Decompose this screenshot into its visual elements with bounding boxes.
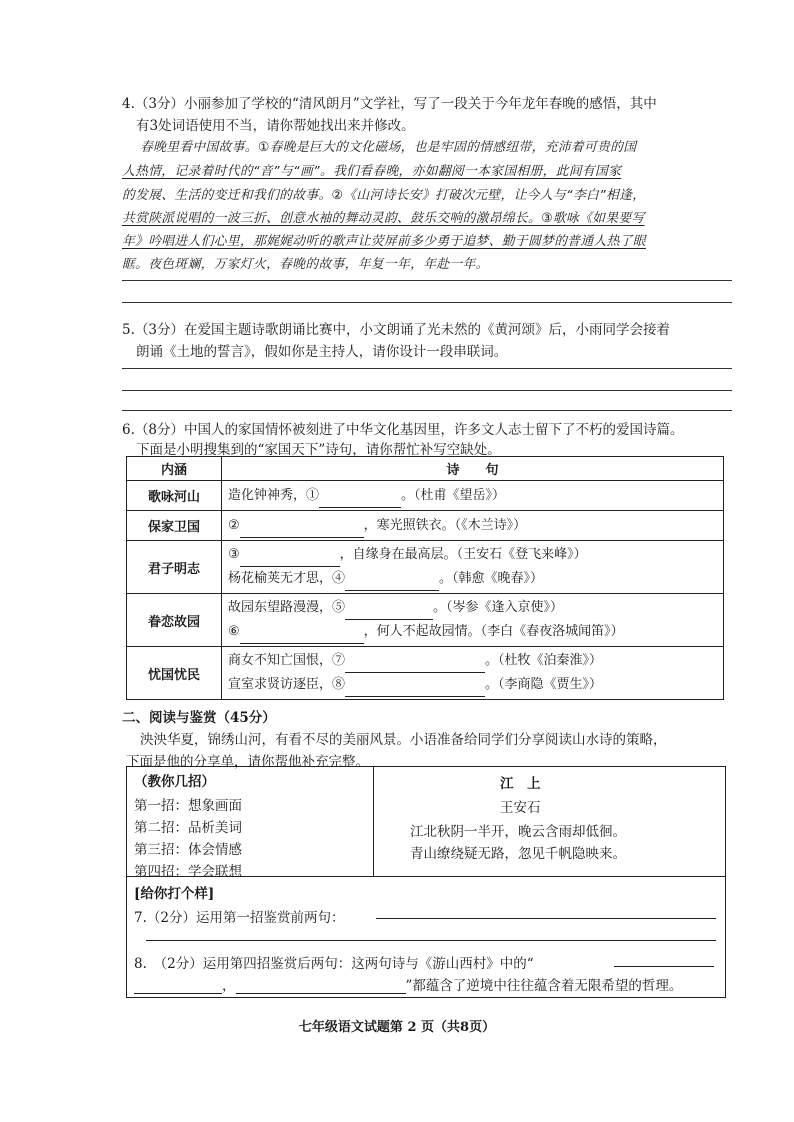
row-value: ② ，寒光照铁衣。（《木兰诗》） [222, 511, 724, 541]
poem-title: 江 上 [500, 776, 541, 792]
q7-answer-line-1[interactable] [376, 918, 716, 919]
blank-2[interactable] [240, 523, 364, 538]
poem-author: 王安石 [500, 800, 541, 816]
section-title: 二、阅读与鉴赏（45分） [122, 710, 276, 726]
blank-6[interactable] [240, 629, 364, 644]
q4-para-4: 共赏陕派说唱的一波三折、创意水袖的舞动灵韵、鼓乐交响的激昂绵长。③歌咏《如果要写 [122, 211, 645, 226]
q8-blank-2[interactable] [134, 979, 222, 994]
q8-blank-3[interactable] [236, 979, 406, 994]
tip-4: 第四招：学会联想 [134, 864, 242, 880]
table-row [127, 541, 724, 594]
poem-line-1: 江北秋阴一半开，晚云含雨却低徊。 [410, 824, 626, 840]
q4-para-6: 眶。夜色斑斓，万家灯火，春晚的故事，年复一年，年赴一年。 [122, 257, 489, 272]
q5-line1: 5.（3分）在爱国主题诗歌朗诵比赛中，小文朗诵了光未然的《黄河颂》后，小雨同学会接着 [122, 322, 670, 338]
row-value: ③ ，自缘身在最高层。（王安石《登飞来峰》） 杨花榆荚无才思，④ 。（韩愈《晚春》） [222, 541, 724, 594]
tip-1: 第一招：想象画面 [134, 798, 242, 814]
blank-3[interactable] [240, 552, 340, 567]
q5-answer-line-2[interactable] [122, 390, 732, 391]
q4-answer-line-2[interactable] [122, 302, 732, 303]
q7-answer-line-2[interactable] [146, 940, 716, 941]
row-key: 忧国忧民 [127, 647, 222, 700]
blank-5[interactable] [345, 605, 433, 620]
row-value: 商女不知亡国恨，⑦ 。（杜牧《泊秦淮》） 宣室求贤访逐臣，⑧ 。（李商隐《贾生》） [222, 647, 724, 700]
q7-prompt: 7.（2分）运用第一招鉴赏前两句： [134, 910, 345, 926]
q8-line2: ， ”都蕴含了逆境中往往蕴含着无限希望的哲理。 [134, 974, 714, 994]
row-value: 故园东望路漫漫，⑤ 。（岑参《逢入京使》） ⑥ ，何人不起故园情。（李白《春夜洛城闻笛》） [222, 594, 724, 647]
tip-2: 第二招：品析美词 [134, 820, 242, 836]
q4-line1: 4.（3分）小丽参加了学校的“清风朗月”文学社，写了一段关于今年龙年春晚的感悟，其中 [122, 96, 657, 112]
sample-label: [给你打个样] [134, 886, 215, 902]
q6-line2: 下面是小明搜集到的“家国天下”诗句，请你帮忙补写空缺处。 [136, 442, 501, 458]
row-key: 君子明志 [127, 541, 222, 594]
blank-4[interactable] [345, 576, 439, 591]
q4-answer-line-1[interactable] [122, 280, 732, 281]
row-value: 造化钟神秀，① 。（杜甫《望岳》） [222, 481, 724, 511]
row-key: 保家卫国 [127, 511, 222, 541]
tips-title: （教你几招） [134, 774, 215, 790]
q8-prompt: 8. （2分）运用第四招鉴赏后两句：这两句诗与《游山西村》中的“ [134, 956, 534, 972]
table-row [127, 647, 724, 700]
q8-blank-1[interactable] [614, 966, 714, 967]
q5-answer-line-3[interactable] [122, 410, 732, 411]
section-intro-1: 泱泱华夏，锦绣山河，有看不尽的美丽风景。小语准备给同学们分享阅读山水诗的策略， [140, 732, 667, 748]
row-key: 歌咏河山 [127, 481, 222, 511]
page-footer: 七年级语文试题第 2 页（共8页） [298, 1020, 496, 1035]
q5-line2: 朗诵《土地的誓言》，假如你是主持人，请你设计一段串联词。 [136, 344, 508, 360]
table-row [127, 481, 724, 511]
q4-para-5: 年》吟唱进人们心里，那娓娓动听的歌声让荧屏前多少勇于追梦、勤于圆梦的普通人热了眼 [122, 234, 646, 249]
table-head-val: 诗 句 [222, 457, 724, 481]
table-head-key: 内涵 [127, 457, 222, 481]
blank-7[interactable] [345, 658, 485, 673]
poem-line-2: 青山缭绕疑无路，忽见千帆隐映来。 [410, 846, 626, 862]
q6-line1: 6.（8分）中国人的家国情怀被刻进了中华文化基因里，许多文人志士留下了不朽的爱国诗篇。 [122, 422, 684, 438]
tip-3: 第三招：体会情感 [134, 842, 242, 858]
poem-table [126, 456, 724, 700]
q4-line2: 有3处词语使用不当，请你帮她找出来并修改。 [136, 118, 415, 134]
q4-para-1: 春晚里看中国故事。①春晚是巨大的文化磁场，也是牢固的情感纽带，充沛着可贵的国 [140, 140, 637, 155]
share-sheet-divider [373, 766, 374, 876]
blank-1[interactable] [319, 493, 401, 508]
q4-para-3: 的发展、生活的变迁和我们的故事。②《山河诗长安》打破次元壁，让今人与“李白”相逢， [122, 188, 646, 203]
table-row [127, 511, 724, 541]
table-row [127, 594, 724, 647]
section-intro-2: 下面是他的分享单，请你帮他补充完整。 [126, 754, 369, 770]
row-key: 眷恋故园 [127, 594, 222, 647]
q5-answer-line-1[interactable] [122, 368, 732, 369]
blank-8[interactable] [345, 682, 485, 697]
q4-para-2: 人热情，记录着时代的“音”与“画”。我们看春晚，亦如翻阅一本家国相册，此间有国家 [122, 164, 622, 179]
